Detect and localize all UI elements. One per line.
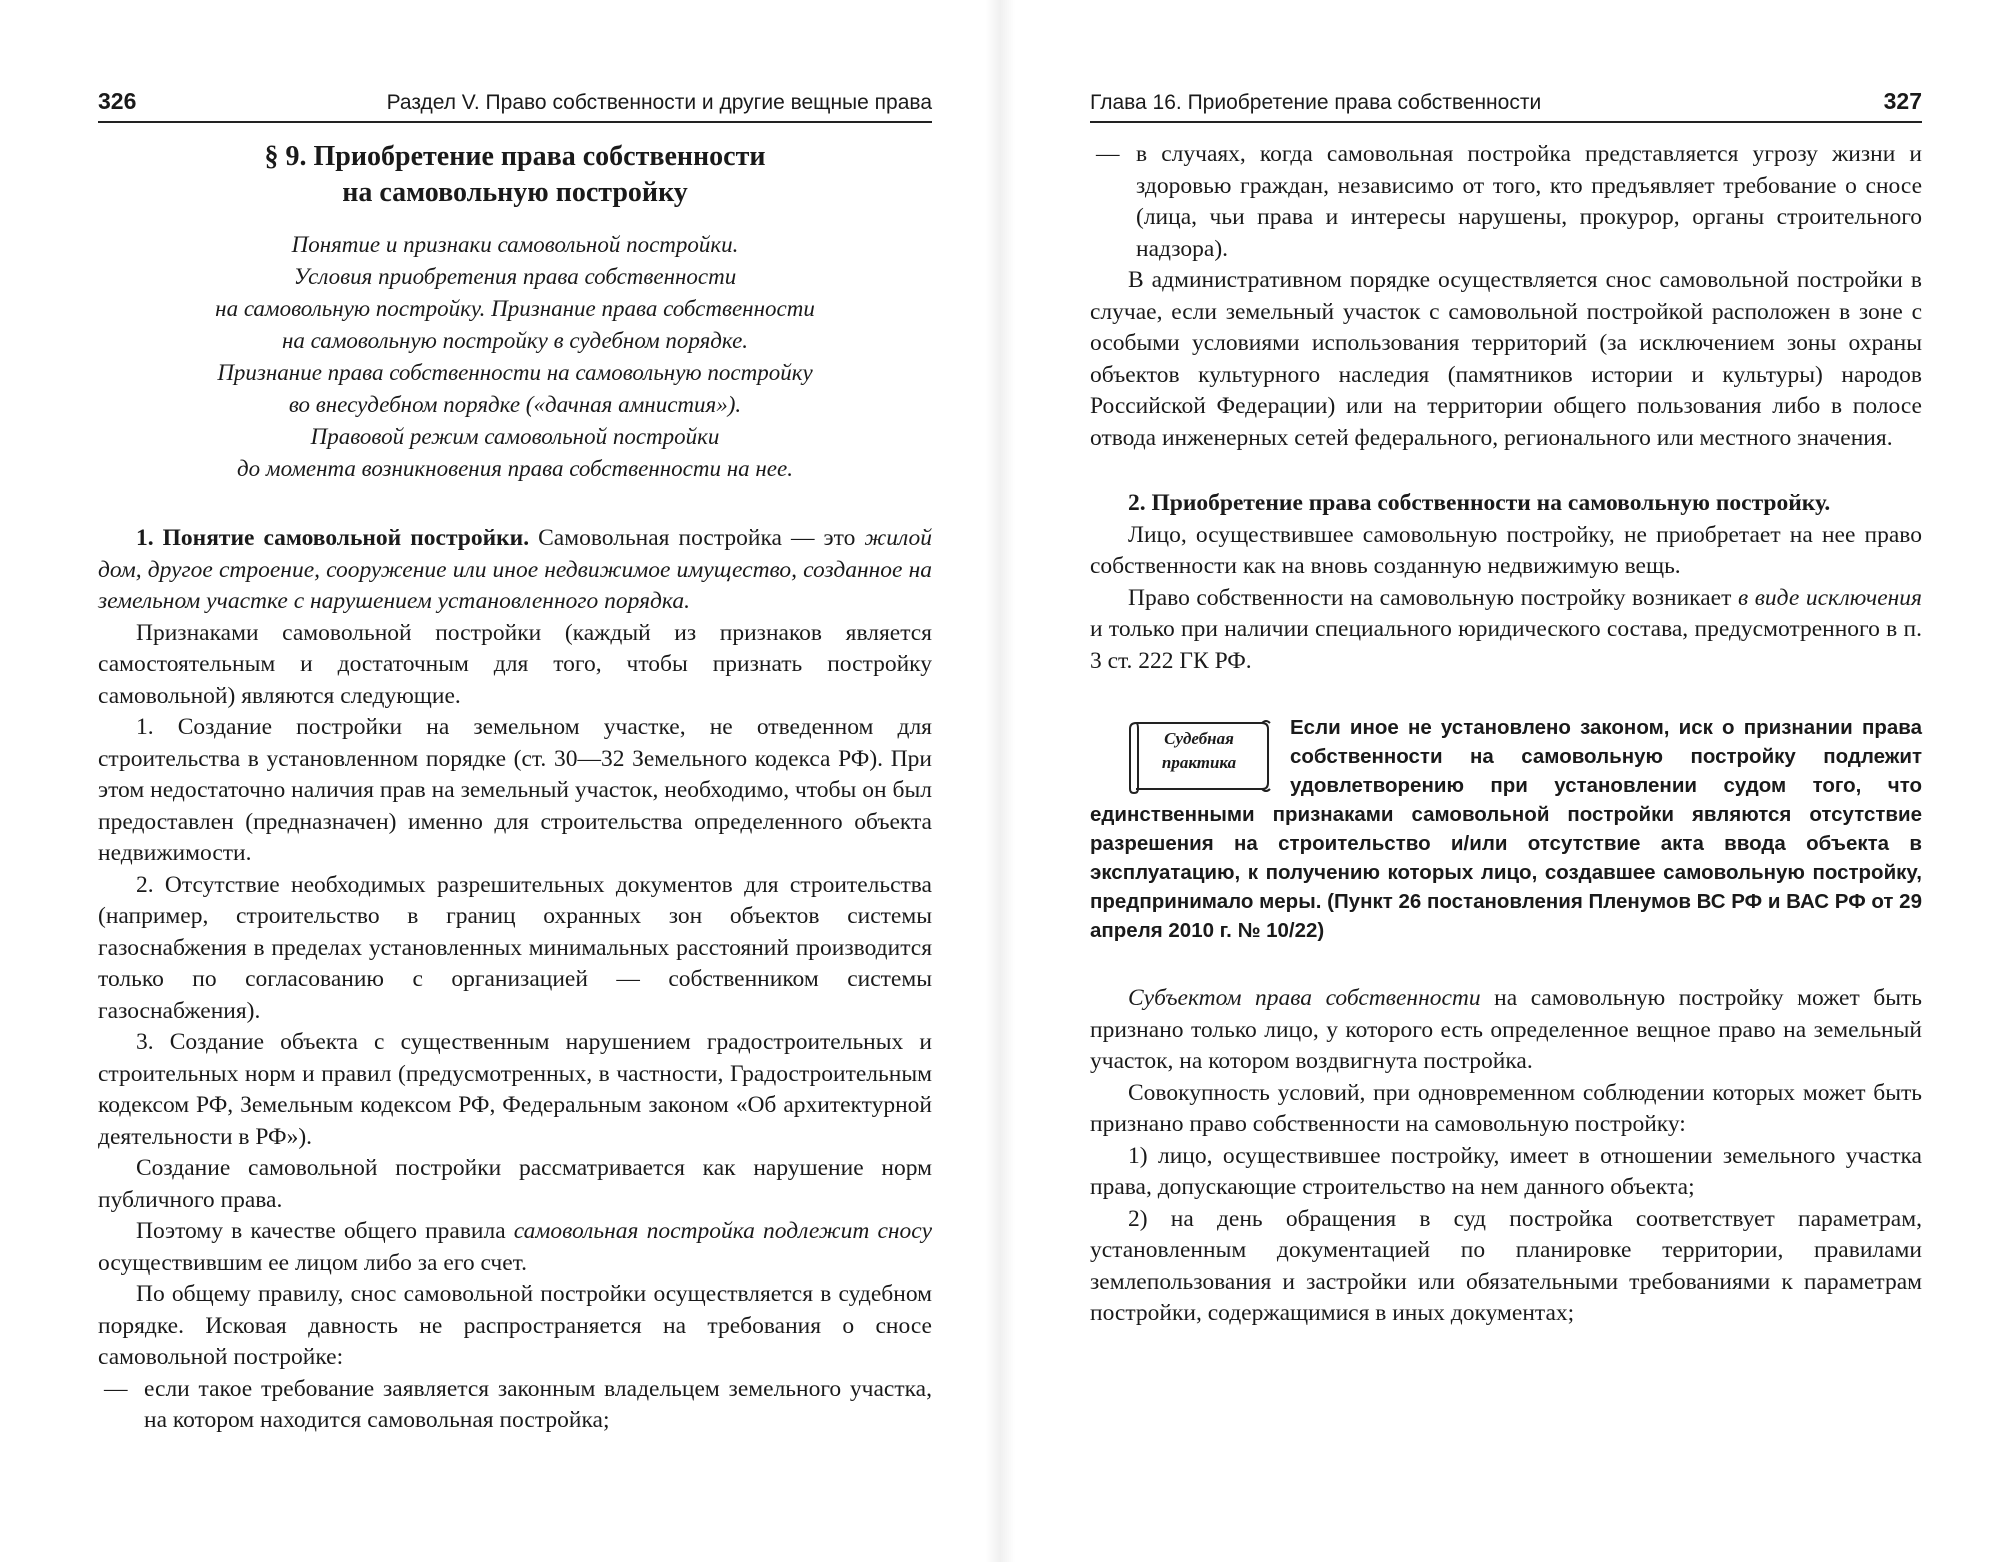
right-running-title: Глава 16. Приобретение права собственности [1090, 91, 1542, 114]
definition-text: Самовольная постройка — это [529, 525, 865, 551]
page-number-right: 327 [1883, 88, 1922, 114]
section-title-line2: на самовольную постройку [342, 177, 688, 208]
italic-run: самовольная постройка подлежит сносу [513, 1218, 932, 1244]
paragraph: По общему правилу, снос самовольной постройки осуществляется в судебном порядке. Исковая давность не распространяется на требования о сносе самовольной постройке: [98, 1281, 932, 1370]
section-title-line1: § 9. Приобретение права собственности [264, 141, 766, 172]
section-summary [128, 229, 902, 485]
right-running-head [1090, 88, 1922, 123]
paragraph: Создание самовольной постройки рассматривается как нарушение норм публичного права. [98, 1155, 932, 1213]
badge-line2: практика [1161, 753, 1237, 772]
paragraph: Лицо, осуществившее самовольную постройку, не приобретает на нее право собственности как на вновь созданную недвижимую вещь. [1090, 521, 1922, 579]
court-practice-box [1090, 713, 1922, 945]
dash-item-text: в случаях, когда самовольная постройка представляется угрозу жизни и здоровью граждан, независимо от того, кто предъявляет требование о сносе (лица, чьи права и интересы нарушены, прокурор, органы строительного надзора). [1136, 141, 1922, 262]
paragraph: Совокупность условий, при одновременном соблюдении которых может быть признано право собственности на самовольную постройку: [1090, 1079, 1922, 1137]
paragraph: Признаками самовольной постройки (каждый из признаков является самостоятельным и достаточным для того, чтобы признать постройку самовольной) являются следующие. [98, 619, 932, 709]
dash-list-item [98, 1374, 932, 1437]
paragraph: 1. Создание постройки на земельном участке, не отведенном для строительства в установленном порядке (ст. 30—32 Земельного кодекса РФ). При этом недостаточно наличия прав на земельный участок, необходимо, чтобы он был предоставлен (предназначен) именно для строительства определенного объекта недвижимости. [98, 714, 932, 866]
text-run: Право собственности на самовольную постройку возникает [1128, 584, 1738, 611]
left-running-head [98, 88, 932, 123]
paragraph: 2) на день обращения в суд постройка соответствует параметрам, установленным документацией по планировке территории, правилами землепользования и застройки или обязательными требованиями к параметрам постройки, содержащимися в иных документах; [1090, 1205, 1922, 1326]
paragraph: 1) лицо, осуществившее постройку, имеет в отношении земельного участка права, допускающие строительство на нем данного объекта; [1090, 1142, 1922, 1200]
paragraph-definition [98, 523, 932, 618]
summary-line: Признание права собственности на самовольную постройку [217, 360, 813, 385]
dash-item-text: если такое требование заявляется законным владельцем земельного участка, на котором находится самовольная постройка; [144, 1375, 932, 1433]
paragraph: 2. Отсутствие необходимых разрешительных документов для строительства (например, строительство в границ охранных зон объектов системы газоснабжения в пределах установленных минимальных расстояний производится только по согласованию с организацией — собственником системы газоснабжения). [98, 871, 932, 1024]
dash-mark: — [1096, 141, 1120, 167]
text-run: осуществившим ее лицом либо за его счет. [98, 1249, 528, 1276]
paragraph-subject [1090, 983, 1922, 1078]
subsection-heading [1090, 488, 1922, 520]
paragraph-general-rule [98, 1216, 932, 1279]
badge-label [1140, 727, 1258, 775]
summary-line: Условия приобретения права собственности [293, 264, 737, 289]
dash-list-item [1090, 139, 1922, 265]
summary-line: до момента возникновения права собственности на нее. [237, 456, 793, 481]
page-number-left: 326 [98, 88, 137, 114]
definition-lead: 1. Понятие самовольной постройки. [136, 525, 530, 551]
summary-line: во внесудебном порядке («дачная амнистия»). [288, 392, 742, 417]
italic-run: Субъектом права собственности [1128, 985, 1481, 1011]
text-run: Поэтому в качестве общего правила [136, 1218, 514, 1244]
left-running-title: Раздел V. Право собственности и другие вещные права [386, 91, 932, 114]
dash-mark: — [104, 1375, 128, 1402]
paragraph: 3. Создание объекта с существенным нарушением градостроительных и строительных норм и правил (предусмотренных, в частности, Градостроительным кодексом РФ, Земельным кодексом РФ, Федеральным законом «Об архитектурной деятельности в РФ»). [98, 1029, 932, 1150]
definition-italic: жилой дом, другое строение, сооружение или иное недвижимое имущество, созданное на земельном участке с нарушением установленного порядка. [98, 525, 933, 614]
subsection-lead: 2. Приобретение права собственности на самовольную постройку. [1128, 490, 1831, 516]
summary-line: на самовольную постройку. Признание права собственности [215, 296, 815, 321]
italic-run: в виде исключения [1737, 584, 1922, 611]
summary-line: Понятие и признаки самовольной постройки. [291, 232, 739, 257]
paragraph: В административном порядке осуществляется снос самовольной постройки в случае, если земельный участок с самовольной постройкой расположен в зоне с особыми условиями использования территорий (за исключением зоны охраны объектов культурного наследия (памятников истории и культуры) народов Российской Федерации) или на территории общего пользования либо в полосе отвода инженерных сетей федерального, регионального или местного значения. [1090, 267, 1922, 451]
badge-line1: Судебная [1164, 729, 1234, 748]
court-practice-badge [1126, 717, 1274, 795]
court-practice-text: Если иное не установлено законом, иск о признании права собственности на самовольную постройку подлежит удовлетворению при установлении судом того, что единственными признаками самовольной постройки являются отсутствие разрешения на строительство и/или отсутствие акта ввода объекта в эксплуатацию, к получению которых лицо, создавшее самовольную постройку, предпринимало меры. (Пункт 26 постановления Пленумов ВС РФ и ВАС РФ от 29 апреля 2010 г. № 10/22) [1090, 716, 1922, 942]
summary-line: на самовольную постройку в судебном порядке. [281, 328, 749, 353]
text-run: и только при наличии специального юридического состава, предусмотренного в п. 3 ст. 222 ГК РФ. [1090, 616, 1922, 674]
summary-line: Правовой режим самовольной постройки [310, 424, 720, 449]
paragraph-exception [1090, 583, 1922, 678]
text-run: на самовольную постройку может быть признано только лицо, у которого есть определенное вещное право на земельный участок, на котором воздвигнута постройка. [1090, 985, 1923, 1074]
right-page [1000, 0, 2000, 1562]
section-title [98, 139, 932, 211]
